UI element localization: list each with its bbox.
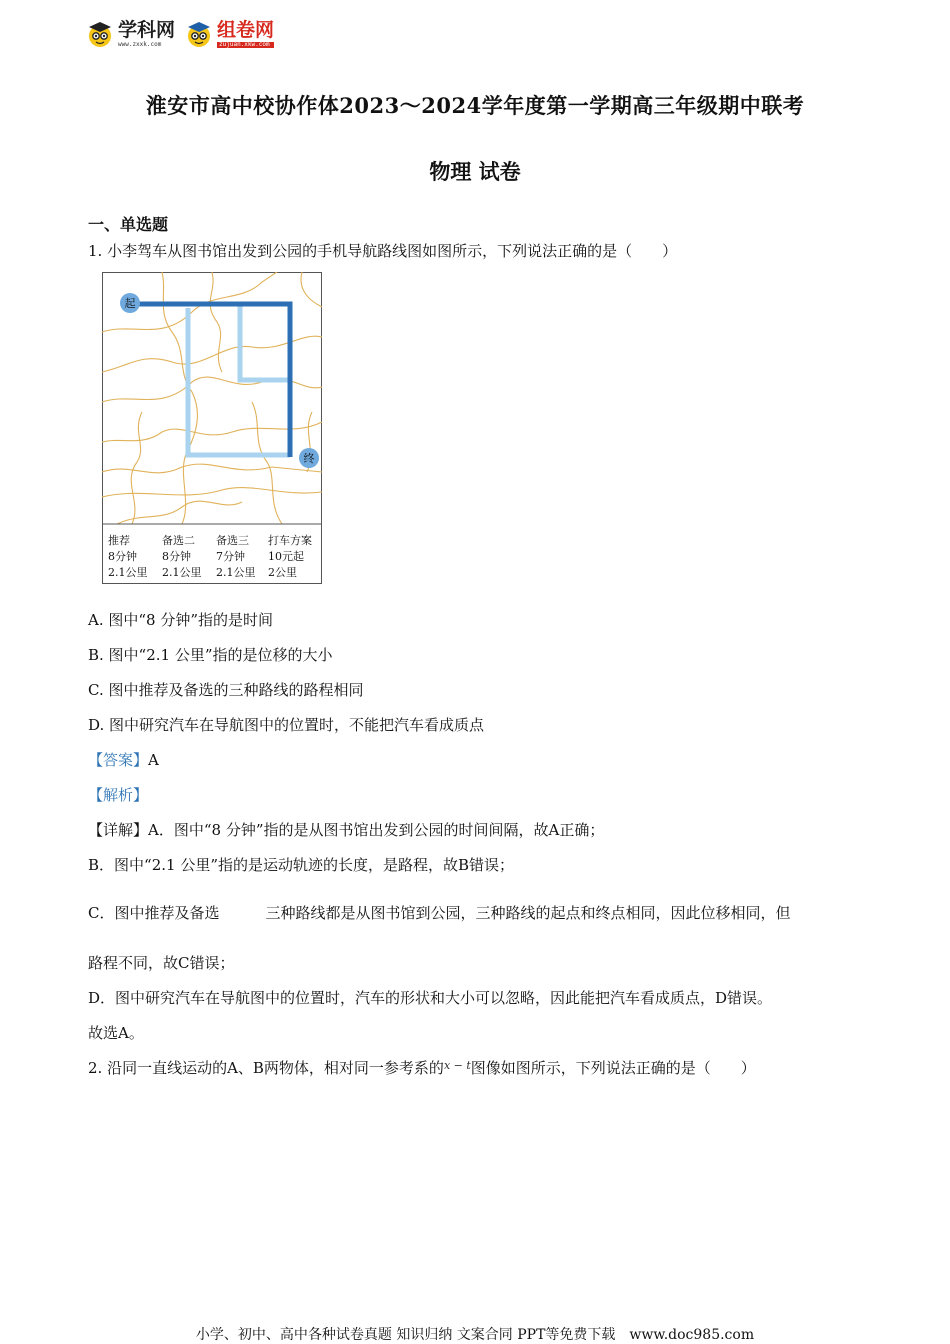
header-logos: [86, 14, 274, 54]
option-a: A. 图中“8 分钟”指的是时间: [88, 611, 274, 629]
end-label: 终: [303, 452, 315, 465]
route-distance: 2.1公里: [162, 566, 202, 579]
detail-c-part2: 三种路线都是从图书馆到公园，三种路线的起点和终点相同，因此位移相同，但: [265, 904, 791, 922]
route-time: 10元起: [268, 550, 304, 563]
detail-c-continued: 路程不同，故C错误；: [88, 954, 235, 972]
detail-a: [88, 819, 604, 840]
xkw-logo-url: www.zxxk.com: [118, 40, 162, 48]
detail-c: [88, 902, 791, 923]
mascot-icon: [185, 20, 213, 48]
route-time: 8分钟: [162, 550, 191, 563]
answer-value: A: [148, 751, 159, 769]
question-2-stem-part1: 2. 沿同一直线运动的A、B两物体，相对同一参考系的: [88, 1059, 444, 1077]
detail-b: B．图中“2.1 公里”指的是运动轨迹的长度，是路程，故B错误；: [88, 856, 515, 874]
zjw-logo-url: zujuan.xkw.com: [217, 42, 274, 48]
route-name: 推荐: [108, 534, 130, 547]
start-label: 起: [124, 297, 136, 310]
option-c: C. 图中推荐及备选的三种路线的路程相同: [88, 681, 364, 699]
route-distance: 2公里: [268, 566, 297, 579]
route-name: 打车方案: [268, 534, 312, 547]
conclusion: 故选A。: [88, 1024, 144, 1042]
route-name: 备选三: [216, 534, 249, 547]
analysis-label: 【解析】: [88, 786, 149, 804]
xkw-logo[interactable]: [86, 20, 175, 48]
navigation-map-figure: [102, 272, 322, 584]
section-heading: 一、单选题: [88, 215, 169, 234]
mascot-icon: [86, 20, 114, 48]
detail-c-part1: C．图中推荐及备选: [88, 904, 220, 922]
xkw-logo-text: 学科网: [118, 18, 176, 41]
option-b: B. 图中“2.1 公里”指的是位移的大小: [88, 646, 333, 664]
exam-title: 淮安市高中校协作体2023～2024学年度第一学期高三年级期中联考: [145, 93, 805, 118]
question-2-formula: x − t: [443, 1059, 471, 1072]
question-2-stem-part2: 图像如图所示，下列说法正确的是（ ）: [470, 1059, 756, 1077]
route-name: 备选二: [162, 534, 195, 547]
exam-subtitle: 物理 试卷: [429, 159, 521, 184]
question-1-stem: 1. 小李驾车从图书馆出发到公园的手机导航路线图如图所示，下列说法正确的是（ ）: [88, 242, 678, 260]
footer-text: 小学、初中、高中各种试卷真题 知识归纳 文案合同 PPT等免费下载 www.doc985.com: [195, 1327, 755, 1343]
detail-a-text: A．图中“8 分钟”指的是从图书馆出发到公园的时间间隔，故A正确；: [148, 821, 605, 839]
route-distance: 2.1公里: [108, 566, 148, 579]
detail-label: 【详解】: [88, 821, 149, 839]
route-time: 8分钟: [108, 550, 137, 563]
answer-label: 【答案】: [88, 751, 149, 769]
route-time: 7分钟: [216, 550, 245, 563]
zjw-logo[interactable]: [185, 20, 274, 48]
option-d: D. 图中研究汽车在导航图中的位置时，不能把汽车看成质点: [88, 716, 485, 734]
detail-d: D．图中研究汽车在导航图中的位置时，汽车的形状和大小可以忽略，因此能把汽车看成质点，D错误。: [88, 989, 773, 1007]
zjw-logo-text: 组卷网: [217, 18, 275, 41]
answer-line: [88, 749, 159, 770]
question-2-stem: [88, 1057, 756, 1078]
route-distance: 2.1公里: [216, 566, 256, 579]
